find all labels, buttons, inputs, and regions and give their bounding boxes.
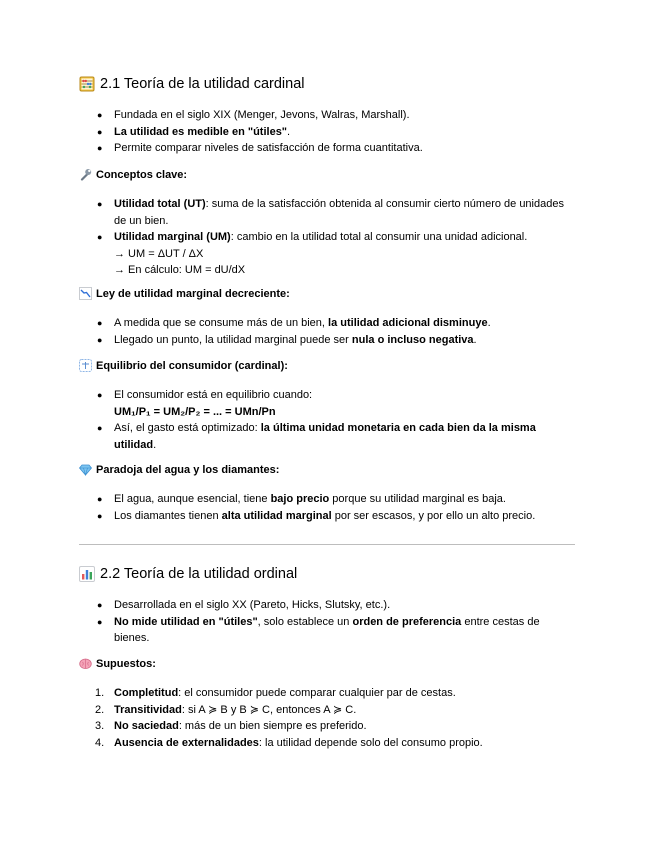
- bullet: ●: [97, 510, 103, 521]
- supuestos-list: [97, 685, 575, 751]
- abacus-icon: [79, 76, 95, 92]
- ordinal-intro-list: [97, 597, 575, 647]
- list-item: 2. Transitividad: si A ≽ B y B ≽ C, entonces A ≽ C.: [95, 703, 357, 716]
- list-item: 4. Ausencia de externalidades: la utilidad depende solo del consumo propio.: [95, 736, 483, 749]
- bullet: ●: [97, 318, 103, 328]
- section-title: 2.2 Teoría de la utilidad ordinal: [100, 566, 298, 582]
- bullet: ●: [97, 390, 103, 400]
- section-title: 2.1 Teoría de la utilidad cardinal: [100, 76, 305, 92]
- list-item: ● Los diamantes tienen alta utilidad marginal por ser escasos, y por ello un alto precio.: [97, 508, 575, 525]
- wrench-icon: [79, 168, 92, 181]
- bullet: ●: [97, 232, 103, 242]
- formula-line: → UM = ΔUT / ΔX: [114, 247, 204, 260]
- bullet: ●: [97, 143, 103, 153]
- list-item: ● Así, el gasto está optimizado: la última unidad monetaria en cada bien da la misma utilidad.: [97, 422, 536, 451]
- subheading-paradoja: Paradoja del agua y los diamantes:: [79, 463, 279, 476]
- list-item: 1. Completitud: el consumidor puede comparar cualquier par de cestas.: [95, 687, 456, 699]
- subheading-supuestos: Supuestos:: [79, 657, 156, 670]
- list-item: ● El agua, aunque esencial, tiene bajo precio porque su utilidad marginal es baja.: [97, 491, 575, 508]
- equilibrio-list: [97, 387, 575, 453]
- bullet: ●: [97, 600, 103, 610]
- bullet: ●: [97, 199, 103, 209]
- ley-list: [97, 315, 575, 348]
- formula-line: → En cálculo: UM = dU/dX: [114, 264, 246, 276]
- bullet: ●: [97, 110, 103, 120]
- paradoja-list: [97, 491, 575, 524]
- list-item: ● Utilidad marginal (UM): cambio en la utilidad total al consumir una unidad adicional. → UM = ΔUT / ΔX → En cálculo: UM = dU/dX: [97, 229, 575, 279]
- list-item: 3. No saciedad: más de un bien siempre es preferido.: [95, 720, 367, 732]
- list-item: ● Permite comparar niveles de satisfacción de forma cuantitativa.: [97, 140, 575, 157]
- bullet: ●: [97, 423, 103, 433]
- bar-chart-icon: [79, 566, 95, 582]
- equilibrium-formula: UM₁/P₁ = UM₂/P₂ = ... = UMn/Pn: [114, 405, 276, 418]
- cardinal-intro-list: [97, 107, 575, 157]
- list-item: ● Llegado un punto, la utilidad marginal puede ser nula o incluso negativa.: [97, 332, 575, 349]
- list-item: ● Utilidad total (UT): suma de la satisfacción obtenida al consumir cierto número de unidades de un bien.: [97, 198, 564, 227]
- list-item: ● Fundada en el siglo XIX (Menger, Jevons, Walras, Marshall).: [97, 107, 575, 124]
- bullet: ●: [97, 126, 103, 137]
- section-heading-ordinal: [79, 566, 297, 582]
- subheading-conceptos: Conceptos clave:: [79, 168, 187, 181]
- brain-icon: [79, 657, 92, 670]
- bullet: ●: [97, 334, 103, 345]
- chart-decreasing-icon: [79, 287, 92, 300]
- bullet: ●: [97, 616, 103, 627]
- conceptos-list: [97, 196, 575, 279]
- list-item: ● La utilidad es medible en "útiles".: [97, 124, 575, 141]
- list-item: ● No mide utilidad en "útiles", solo establece un orden de preferencia entre cestas de bienes.: [97, 615, 540, 644]
- subheading-equilibrio: Equilibrio del consumidor (cardinal):: [79, 359, 288, 372]
- bullet: ●: [97, 494, 103, 504]
- list-item: ● A medida que se consume más de un bien, la utilidad adicional disminuye.: [97, 315, 575, 332]
- section-divider: [79, 544, 575, 545]
- balance-icon: [79, 359, 92, 372]
- gem-icon: [79, 463, 92, 476]
- section-heading-cardinal: [79, 76, 304, 92]
- list-item: ● Desarrollada en el siglo XX (Pareto, Hicks, Slutsky, etc.).: [97, 597, 575, 614]
- list-item: ● El consumidor está en equilibrio cuando: UM₁/P₁ = UM₂/P₂ = ... = UMn/Pn: [97, 387, 575, 420]
- subheading-ley: Ley de utilidad marginal decreciente:: [79, 287, 290, 300]
